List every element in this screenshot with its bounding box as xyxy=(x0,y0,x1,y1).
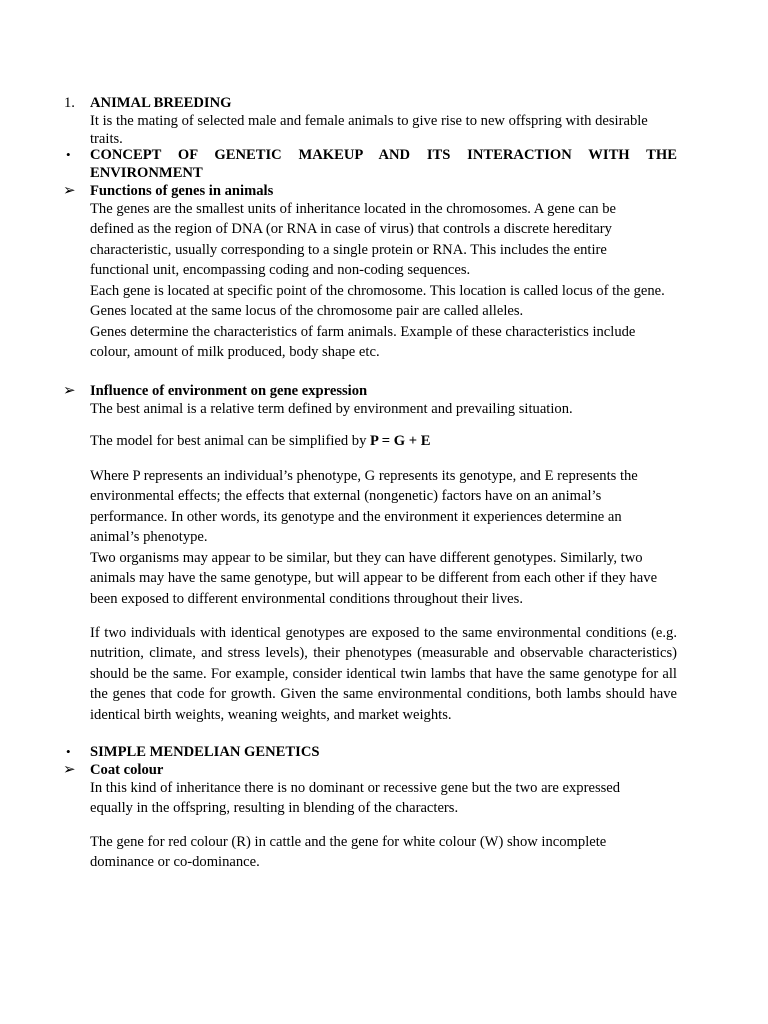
arrow-bullet-icon: ➢ xyxy=(63,762,76,778)
model-statement xyxy=(90,431,680,451)
model-formula: P = G + E xyxy=(370,433,431,449)
influence-paragraph-3: Two organisms may appear to be similar, but they can have different genotypes. Similarly, two animals may have the same genotype, but will appear to be different from each other if they have been exposed to different environmental conditions throughout their lives. xyxy=(90,550,658,607)
mendelian-title: SIMPLE MENDELIAN GENETICS xyxy=(90,744,320,760)
section-number: 1. xyxy=(64,95,75,111)
bullet-icon: • xyxy=(66,147,71,162)
coat-title: Coat colour xyxy=(90,762,164,778)
influence-paragraph-4: If two individuals with identical genotypes are exposed to the same environmental conditions (e.g. nutrition, climate, and stress levels), their phenotypes (measurable and observable characteristics) should be the same. For example, consider identical twin lambs that have the same genotype for all the genes that code for growth. Given the same environmental conditions, both lambs should have identical birth weights, weaning weights, and market weights. xyxy=(90,625,677,723)
section-definition: It is the mating of selected male and female animals to give rise to new offspring with desirable traits. xyxy=(90,113,648,147)
functions-paragraph-2: Each gene is located at specific point of the chromosome. This location is called locus of the gene. Genes located at the same locus of the chromosome pair are called alleles. xyxy=(90,283,665,320)
arrow-bullet-icon: ➢ xyxy=(63,183,76,199)
concept-title-line2: ENVIRONMENT xyxy=(90,165,203,181)
section-title: ANIMAL BREEDING xyxy=(90,95,232,111)
coat-paragraph-1: In this kind of inheritance there is no dominant or recessive gene but the two are expressed equally in the offspring, resulting in blending of the characters. xyxy=(90,780,621,817)
functions-paragraph-1: The genes are the smallest units of inheritance located in the chromosomes. A gene can be defined as the region of DNA (or RNA in case of virus) that controls a discrete hereditary characteristic, usually corresponding to a single protein or RNA. This includes the entire functional unit, encompassing coding and non-coding sequences. xyxy=(90,201,617,279)
functions-paragraph-3: Genes determine the characteristics of farm animals. Example of these characteristics include colour, amount of milk produced, body shape etc. xyxy=(90,324,636,361)
concept-title-line1: CONCEPT OF GENETIC MAKEUP AND ITS INTERACTION WITH THE xyxy=(90,147,677,163)
coat-paragraph-2: The gene for red colour (R) in cattle and the gene for white colour (W) show incomplete dominance or co-dominance. xyxy=(90,834,607,871)
influence-title: Influence of environment on gene expression xyxy=(90,383,368,399)
concept-title xyxy=(90,146,677,182)
influence-paragraph-2: Where P represents an individual’s phenotype, G represents its genotype, and E represents the environmental effects; the effects that external (nongenetic) factors have on an animal’s performance. In other words, its genotype and the environment it experiences determine an animal’s phenotype. xyxy=(90,468,638,546)
bullet-icon: • xyxy=(66,744,71,759)
arrow-bullet-icon: ➢ xyxy=(63,383,76,399)
influence-paragraph-1: The best animal is a relative term defined by environment and prevailing situation. xyxy=(90,401,573,417)
model-text: The model for best animal can be simplified by xyxy=(90,433,371,449)
functions-title: Functions of genes in animals xyxy=(90,183,274,199)
